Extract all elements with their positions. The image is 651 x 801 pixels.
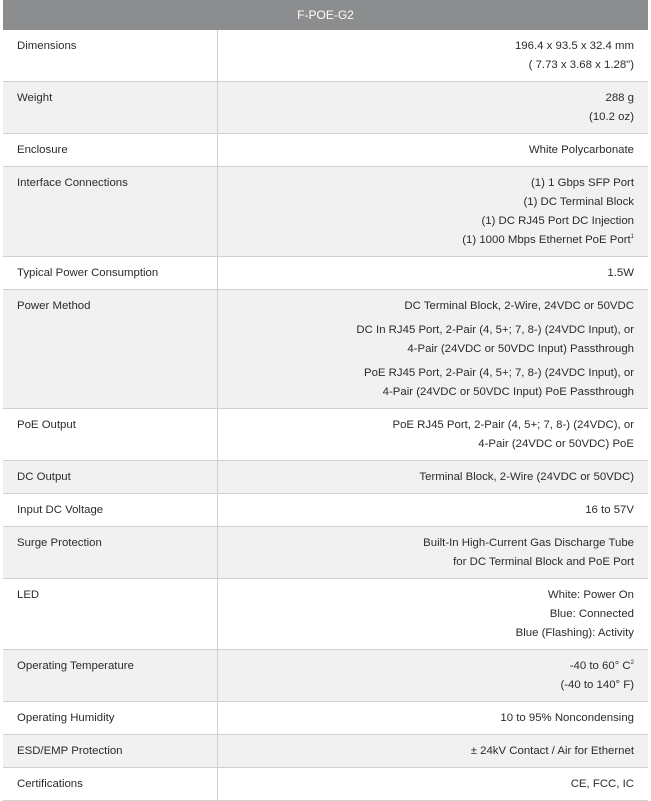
table-row-poe-output [3, 409, 648, 461]
value-line [218, 657, 634, 676]
row-value [218, 257, 649, 290]
row-label: LED [3, 579, 218, 650]
table-row-dc-output [3, 461, 648, 494]
value-line: DC Terminal Block, 2-Wire, 24VDC or 50VDC [404, 300, 634, 312]
value-line: PoE RJ45 Port, 2-Pair (4, 5+; 7, 8-) (24VDC Input), or [363, 367, 634, 379]
table-row-surge-protection [3, 527, 648, 579]
table-row-interface-connections [3, 167, 648, 257]
value-line: 16 to 57V [585, 504, 634, 516]
value-line: PoE RJ45 Port, 2-Pair (4, 5+; 7, 8-) (24VDC), or [392, 419, 634, 431]
row-value [218, 30, 649, 82]
value-line: 4-Pair (24VDC or 50VDC Input) PoE Passthrough [382, 386, 634, 398]
row-value [218, 702, 649, 735]
value-line: Built-In High-Current Gas Discharge Tube [423, 537, 634, 549]
table-row-certifications [3, 768, 648, 801]
table-row-input-dc-voltage [3, 494, 648, 527]
row-value [218, 768, 649, 801]
row-value [218, 290, 649, 409]
row-value [218, 82, 649, 134]
row-label: Input DC Voltage [3, 494, 218, 527]
value-line: (1) DC Terminal Block [523, 196, 634, 208]
value-line: Terminal Block, 2-Wire (24VDC or 50VDC) [419, 471, 634, 483]
row-label: PoE Output [3, 409, 218, 461]
value-line: for DC Terminal Block and PoE Port [453, 556, 634, 568]
row-value [218, 650, 649, 702]
value-line: (1) DC RJ45 Port DC Injection [481, 215, 634, 227]
table-row-weight [3, 82, 648, 134]
table-title: F-POE-G2 [3, 0, 648, 30]
row-label: Typical Power Consumption [3, 257, 218, 290]
value-text: (1) 1000 Mbps Ethernet PoE Port [462, 234, 631, 246]
row-value [218, 494, 649, 527]
footnote-marker: 1 [630, 234, 634, 240]
table-row-dimensions [3, 30, 648, 82]
value-line: 288 g [605, 92, 634, 104]
row-label: Interface Connections [3, 167, 218, 257]
row-label: Operating Temperature [3, 650, 218, 702]
row-label: Enclosure [3, 134, 218, 167]
table-row-typical-power [3, 257, 648, 290]
row-label: Dimensions [3, 30, 218, 82]
value-line: 1.5W [607, 267, 634, 279]
value-line: 4-Pair (24VDC or 50VDC) PoE [478, 438, 634, 450]
row-label: Surge Protection [3, 527, 218, 579]
value-line: ( 7.73 x 3.68 x 1.28") [528, 59, 634, 71]
row-label: Certifications [3, 768, 218, 801]
value-line: White: Power On [547, 589, 634, 601]
table-row-enclosure [3, 134, 648, 167]
value-line: (-40 to 140° F) [560, 679, 634, 691]
table-row-led [3, 579, 648, 650]
row-label: Operating Humidity [3, 702, 218, 735]
row-value [218, 527, 649, 579]
value-text: -40 to 60° C [569, 660, 631, 672]
value-line: CE, FCC, IC [570, 778, 634, 790]
value-line: DC In RJ45 Port, 2-Pair (4, 5+; 7, 8-) (24VDC Input), or [356, 324, 634, 336]
row-label: Weight [3, 82, 218, 134]
value-line: (10.2 oz) [589, 111, 634, 123]
row-value [218, 579, 649, 650]
row-label: DC Output [3, 461, 218, 494]
value-line [218, 231, 634, 250]
value-line: 196.4 x 93.5 x 32.4 mm [514, 40, 634, 52]
row-label: ESD/EMP Protection [3, 735, 218, 768]
spec-table [3, 30, 648, 801]
footnote-marker: 2 [630, 660, 634, 666]
value-line: (1) 1 Gbps SFP Port [531, 177, 634, 189]
row-value [218, 461, 649, 494]
table-row-operating-temperature [3, 650, 648, 702]
row-value [218, 134, 649, 167]
value-line: Blue (Flashing): Activity [515, 627, 634, 639]
value-line: Blue: Connected [549, 608, 634, 620]
value-line: 10 to 95% Noncondensing [500, 712, 634, 724]
value-line: White Polycarbonate [528, 144, 634, 156]
row-value [218, 735, 649, 768]
table-row-power-method [3, 290, 648, 409]
spec-sheet [3, 0, 648, 801]
row-value [218, 167, 649, 257]
row-value [218, 409, 649, 461]
value-line: ± 24kV Contact / Air for Ethernet [470, 745, 634, 757]
row-label: Power Method [3, 290, 218, 409]
value-line: 4-Pair (24VDC or 50VDC Input) Passthrough [407, 343, 634, 355]
table-row-operating-humidity [3, 702, 648, 735]
table-row-esd-emp-protection [3, 735, 648, 768]
